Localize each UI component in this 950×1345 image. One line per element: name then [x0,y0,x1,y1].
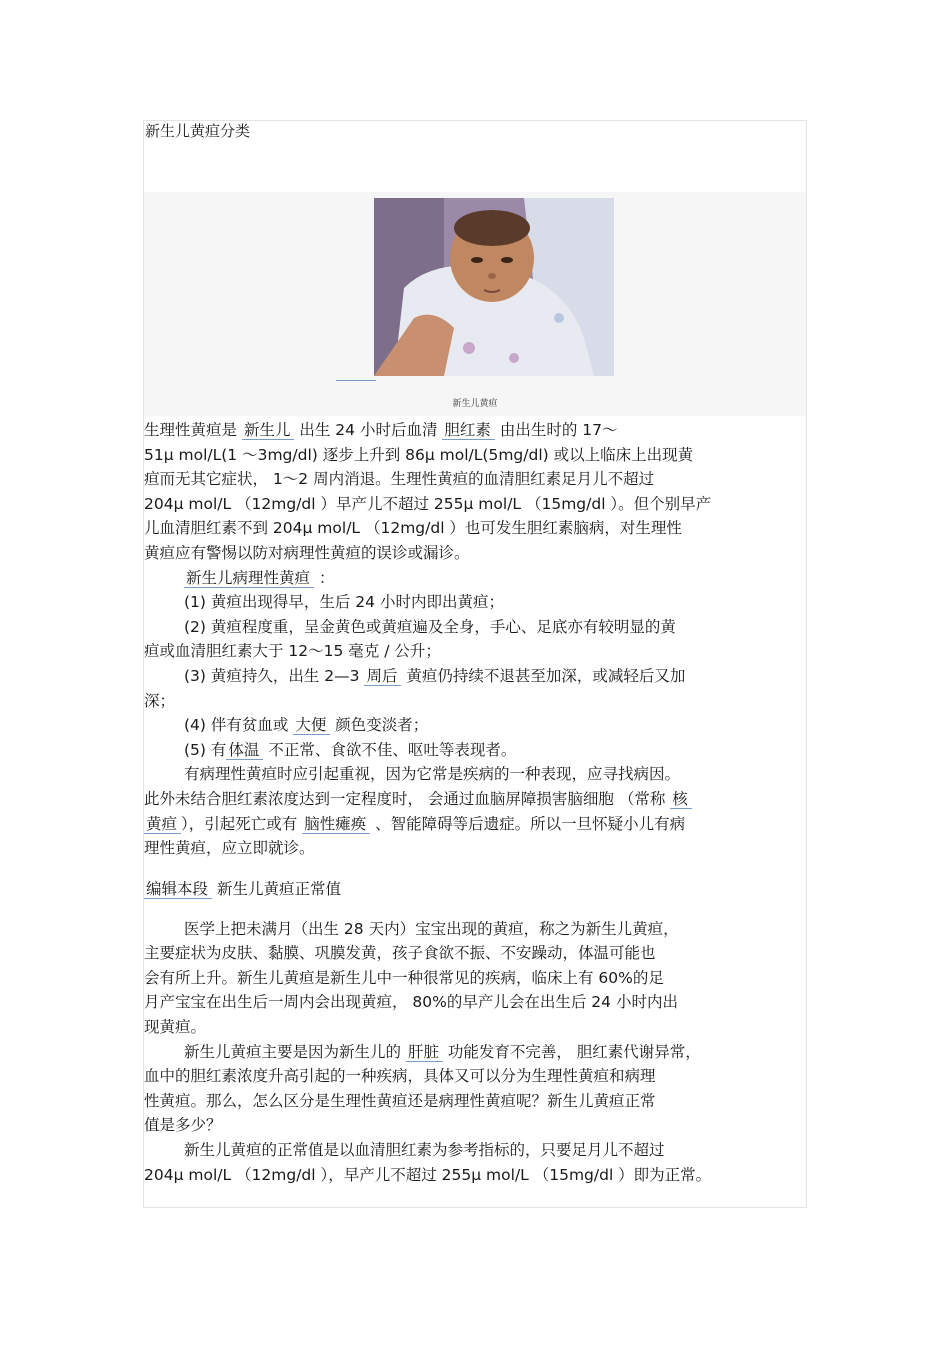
text-line: 生理性黄疸是 新生儿 出生 24 小时后血清 胆红素 由出生时的 17～ [144,421,618,439]
list-item: (5) 有 体温 不正常、食欲不佳、呕吐等表现者。 [184,740,517,759]
text-line: 血中的胆红素浓度升高引起的一种疾病，具体又可以分为生理性黄疸和病理 [144,1067,656,1086]
link-pathological-jaundice[interactable]: 新生儿病理性黄疸 [184,569,314,588]
link-kernicterus-2[interactable]: 黄疸 [144,815,181,834]
link-liver[interactable]: 肝脏 [406,1043,443,1062]
text-line: 疸或血清胆红素大于 12～15 毫克 / 公升； [144,642,441,661]
article-body [144,418,808,1187]
text-line: 204μ mol/L （12mg/dl ）早产儿不超过 255μ mol/L （15mg/dl ）。但个别早产 [144,494,712,513]
photo-caption: 新生儿黄疸 [452,399,498,409]
list-item: (3) 黄疸持久，出生 2—3 周后 黄疸仍持续不退甚至加深，或减轻后又加 [184,666,686,685]
section-heading: 编辑本段 新生儿黄疸正常值 [146,879,341,898]
link-stool[interactable]: 大便 [293,716,330,735]
text-line: 性黄疸。那么，怎么区分是生理性黄疸还是病理性黄疸呢？新生儿黄疸正常 [144,1091,656,1110]
list-item: (1) 黄疸出现得早，生后 24 小时内即出黄疸； [184,593,504,612]
link-body-temperature[interactable]: 体温 [226,741,263,760]
text-line: 疸而无其它症状， 1～2 周内消退。生理性黄疸的血清胆红素足月儿不超过 [144,470,655,489]
text-line: 主要症状为皮肤、黏膜、巩膜发黄，孩子食欲不振、不安躁动，体温可能也 [144,944,656,963]
text-line: 月产宝宝在出生后一周内会出现黄疸， 80%的早产儿会在出生后 24 小时内出 [144,993,678,1012]
text-line: 理性黄疸，应立即就诊。 [144,839,315,858]
link-kernicterus-1[interactable]: 核 [670,790,692,809]
text-line: 51μ mol/L(1 ～3mg/dl) 逐步上升到 86μ mol/L(5mg/dl) 或以上临床上出现黄 [144,445,694,464]
text-line: 新生儿黄疸主要是因为新生儿的 肝脏 功能发育不完善， 胆红素代谢异常， [184,1042,701,1061]
text-line: 医学上把未满月（出生 28 天内）宝宝出现的黄疸，称之为新生儿黄疸， [184,919,679,938]
list-item: (4) 伴有贫血或 大便 颜色变淡者； [184,716,429,735]
link-newborn[interactable]: 新生儿 [242,421,295,440]
text-line: 会有所上升。新生儿黄疸是新生儿中一种很常见的疾病，临床上有 60%的足 [144,968,664,987]
link-bilirubin[interactable]: 胆红素 [442,421,495,440]
article-title: 新生儿黄疸分类 [145,122,251,140]
text-line: 黄疸 ），引起死亡或有 脑性瘫痪 、智能障碍等后遗症。所以一旦怀疑小儿有病 [146,814,686,833]
text-line: 现黄疸。 [144,1018,207,1037]
text-line: 204μ mol/L （12mg/dl ），早产儿不超过 255μ mol/L （15mg/dl ）即为正常。 [144,1165,712,1184]
list-item: (2) 黄疸程度重，呈金黄色或黄疸遍及全身，手心、足底亦有较明显的黄 [184,617,676,636]
text-line: 新生儿病理性黄疸 ： [186,568,335,587]
text-line: 值是多少？ [144,1116,222,1135]
edit-section-link[interactable]: 编辑本段 [144,880,212,899]
text-line: 新生儿黄疸的正常值是以血清胆红素为参考指标的，只要足月儿不超过 [184,1141,665,1160]
photo-link-underline [336,380,376,381]
text-line: 此外未结合胆红素浓度达到一定程度时， 会通过血脑屏障损害脑细胞 （常称 核 [144,787,808,812]
link-cerebral-palsy[interactable]: 脑性瘫痪 [302,815,370,834]
text-line: 黄疸应有警惕以防对病理性黄疸的误诊或漏诊。 [144,543,470,562]
link-weeks[interactable]: 周后 [364,667,401,686]
text-line: 儿血清胆红素不到 204μ mol/L （12mg/dl ）也可发生胆红素脑病，对生理性 [144,519,682,538]
text-line: 有病理性黄疸时应引起重视，因为它常是疾病的一种表现，应寻找病因。 [184,765,681,784]
baby-photo[interactable] [374,198,614,376]
text-line: 深； [144,691,176,710]
